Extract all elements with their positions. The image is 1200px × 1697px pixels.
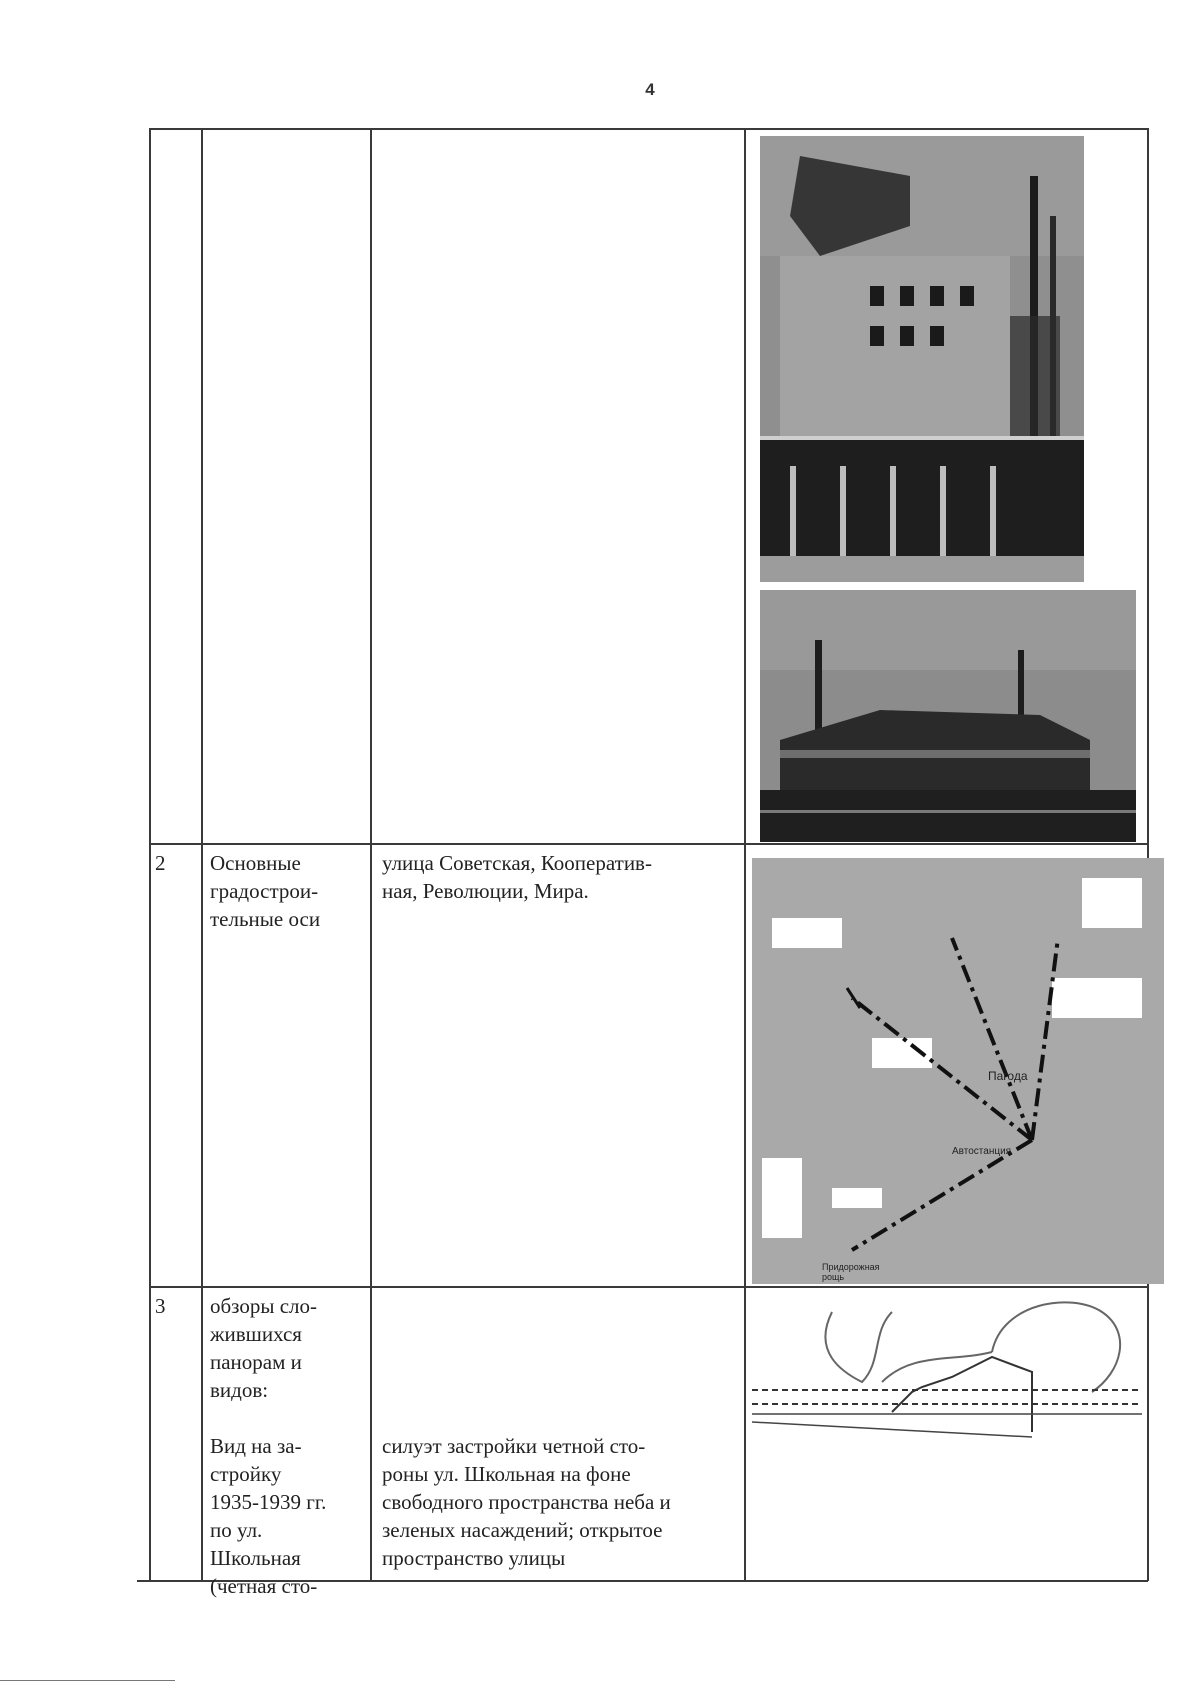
col-divider-3: [744, 128, 746, 1581]
historic-photo-factory: [760, 590, 1136, 842]
map-urban-axes: [752, 858, 1164, 1284]
row3-name: обзоры сло- жившихся панорам и видов:: [210, 1294, 318, 1402]
row3-description: силуэт застройки четной сто- роны ул. Школьная на фоне свободного пространства неба и зеленых насаждений; открытое пространство улицы: [382, 1434, 671, 1570]
row3-number: 3: [155, 1294, 166, 1318]
row2-number: 2: [155, 851, 166, 875]
row2-description: улица Советская, Кооператив- ная, Революции, Мира.: [382, 851, 652, 903]
map-label-bus-station: Автостанция: [952, 1146, 1012, 1157]
table-border-right: [1147, 128, 1149, 1581]
row2-name: Основные градострои- тельные оси: [210, 851, 321, 931]
table-border-left: [149, 128, 151, 1581]
table-border-top: [150, 128, 1148, 130]
row-divider-1: [150, 843, 1148, 845]
historic-photo-building: [760, 136, 1084, 582]
row3-subname: Вид на за- стройку 1935-1939 гг. по ул. Школьная (четная сто-: [210, 1434, 327, 1598]
panorama-sketch: [752, 1292, 1142, 1442]
row-divider-2: [150, 1286, 1148, 1288]
map-label-grove: Придорожная рощь: [822, 1262, 880, 1282]
page-number: 4: [645, 80, 655, 99]
footer-rule: [0, 1680, 175, 1681]
col-divider-1: [201, 128, 203, 1581]
col-divider-2: [370, 128, 372, 1581]
map-label-pagoda: Пагода: [988, 1069, 1028, 1083]
